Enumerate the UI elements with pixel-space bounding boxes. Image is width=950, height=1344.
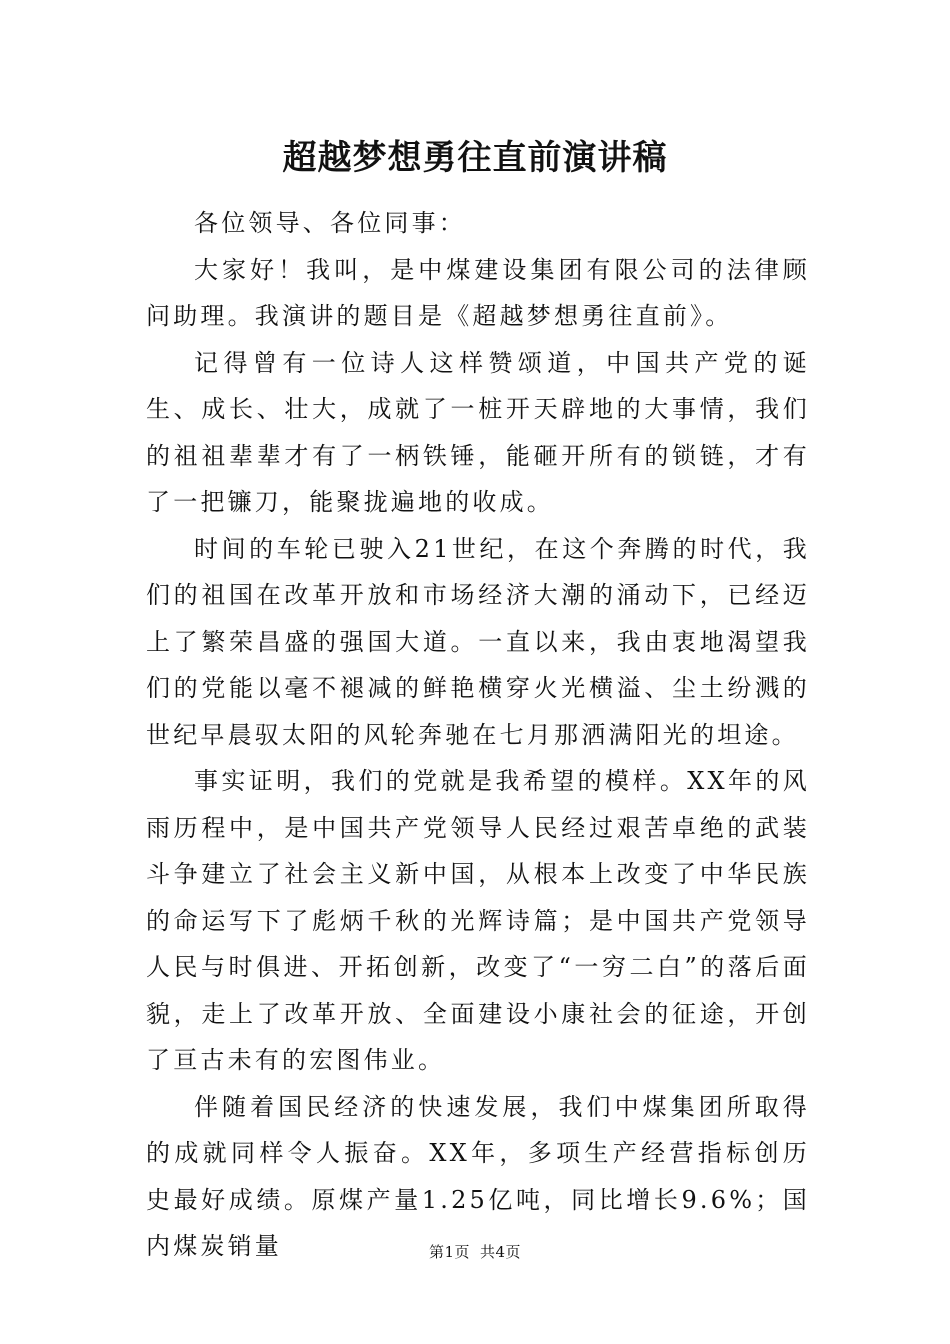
page-total: 共4页 bbox=[480, 1243, 522, 1261]
achievement-paragraph: 伴随着国民经济的快速发展，我们中煤集团所取得的成就同样令人振奋。XX年，多项生产经营指标创历史最好成绩。原煤产量1.25亿吨，同比增长9.6%；国内煤炭销量 bbox=[146, 1092, 810, 1260]
document-title: 超越梦想勇往直前演讲稿 bbox=[282, 138, 668, 178]
greeting-paragraph: 大家好！我叫，是中煤建设集团有限公司的法律顾问助理。我演讲的题目是《超越梦想勇往直前》。 bbox=[146, 255, 810, 330]
page-footer bbox=[0, 1240, 950, 1264]
era-paragraph: 时间的车轮已驶入21世纪，在这个奔腾的时代，我们的祖国在改革开放和市场经济大潮的涌动下，已经迈上了繁荣昌盛的强国大道。一直以来，我由衷地渴望我们的党能以毫不褪减的鲜艳横穿火光横溢、尘土纷溅的世纪早晨驭太阳的风轮奔驰在七月那洒满阳光的坦途。 bbox=[146, 534, 810, 749]
page-number: 第1页 bbox=[428, 1243, 470, 1261]
salutation-paragraph: 各位领导、各位同事： bbox=[194, 209, 466, 237]
document-body bbox=[146, 200, 810, 1270]
poem-paragraph: 记得曾有一位诗人这样赞颂道，中国共产党的诞生、成长、壮大，成就了一桩开天辟地的大事情，我们的祖祖辈辈才有了一柄铁锤，能砸开所有的锁链，才有了一把镰刀，能聚拢遍地的收成。 bbox=[146, 348, 810, 516]
history-paragraph: 事实证明，我们的党就是我希望的模样。XX年的风雨历程中，是中国共产党领导人民经过艰苦卓绝的武装斗争建立了社会主义新中国，从根本上改变了中华民族的命运写下了彪炳千秋的光辉诗篇；是中国共产党领导人民与时俱进、开拓创新，改变了“一穷二白”的落后面貌，走上了改革开放、全面建设小康社会的征途，开创了亘古未有的宏图伟业。 bbox=[146, 767, 810, 1074]
